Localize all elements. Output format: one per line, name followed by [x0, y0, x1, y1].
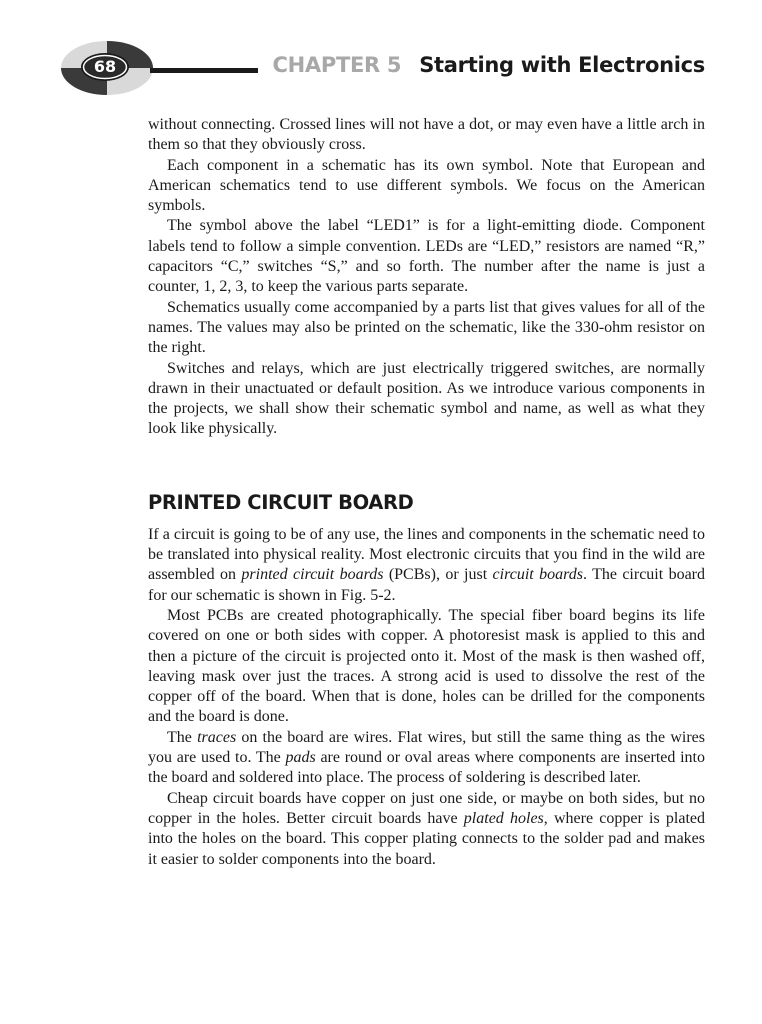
italic-term: circuit boards: [492, 566, 583, 584]
paragraph: Each component in a schematic has its own symbol. Note that European and American schematics tend to use different symbols. We focus on the American symbols.: [148, 156, 705, 215]
paragraph: without connecting. Crossed lines will not have a dot, or may even have a little arch in them so that they obviously cross.: [148, 116, 705, 154]
paragraph: Schematics usually come accompanied by a parts list that gives values for all of the names. The values may also be printed on the schematic, like the 330-ohm resistor on the right.: [148, 298, 705, 357]
italic-term: plated holes: [463, 809, 544, 827]
text-run: are round or oval areas where components are inserted into the board and soldered into place. The process of soldering is described later.: [148, 749, 706, 787]
text-run: . The circuit board for our schematic is shown in Fig. 5-2.: [148, 566, 705, 604]
chapter-label: CHAPTER 5: [272, 53, 402, 77]
running-head: [273, 50, 705, 80]
text-run: If a circuit is going to be of any use, the lines and components in the schematic need to be translated into physical reality. Most electronic circuits that you find in the wild are assembled on: [148, 525, 705, 584]
text-run: (PCBs), or just: [383, 566, 493, 584]
page-header: [0, 0, 762, 110]
paragraph: [148, 789, 705, 870]
paragraph: Switches and relays, which are just electrically triggered switches, are normally drawn in their unactuated or default position. As we introduce various components in the projects, we shall show their schematic symbol and name, as well as what they look like physically.: [148, 359, 705, 438]
italic-term: printed circuit boards: [241, 566, 384, 584]
text-run: The: [167, 728, 198, 746]
page-number-badge: [60, 40, 154, 96]
page-content: [148, 115, 705, 870]
section-heading: PRINTED CIRCUIT BOARD: [148, 490, 414, 514]
header-rule: [150, 68, 258, 73]
paragraph: Most PCBs are created photographically. The special fiber board begins its life covered on one or both sides with copper. A photoresist mask is applied to this and then a picture of the circuit is projected onto it. Most of the mask is then washed off, leaving mask over just the traces. A strong acid is used to dissolve the rest of the copper off of the board. When that is done, holes can be drilled for the components and the board is done.: [148, 606, 705, 726]
text-run: on the board are wires. Flat wires, but still the same thing as the wires you are used to. The: [148, 728, 705, 767]
text-run: , where copper is plated into the holes on the board. This copper plating connects to the solder pad and makes it easier to solder components into the board.: [148, 809, 706, 868]
paragraph: [148, 728, 705, 789]
chapter-title: Starting with Electronics: [419, 53, 705, 77]
text-run: Cheap circuit boards have copper on just one side, or maybe on both sides, but no copper in the holes. Better circuit boards have: [148, 789, 705, 827]
italic-term: pads: [285, 749, 316, 767]
italic-term: traces: [197, 728, 237, 746]
paragraph: [148, 525, 705, 606]
paragraph: The symbol above the label “LED1” is for a light-emitting diode. Component labels tend to follow a simple convention. LEDs are “LED,” resistors are named “R,” capacitors “C,” switches “S,” and so forth. The number after the name is just a counter, 1, 2, 3, to keep the various parts separate.: [148, 217, 705, 296]
page-number: 68: [93, 57, 117, 76]
